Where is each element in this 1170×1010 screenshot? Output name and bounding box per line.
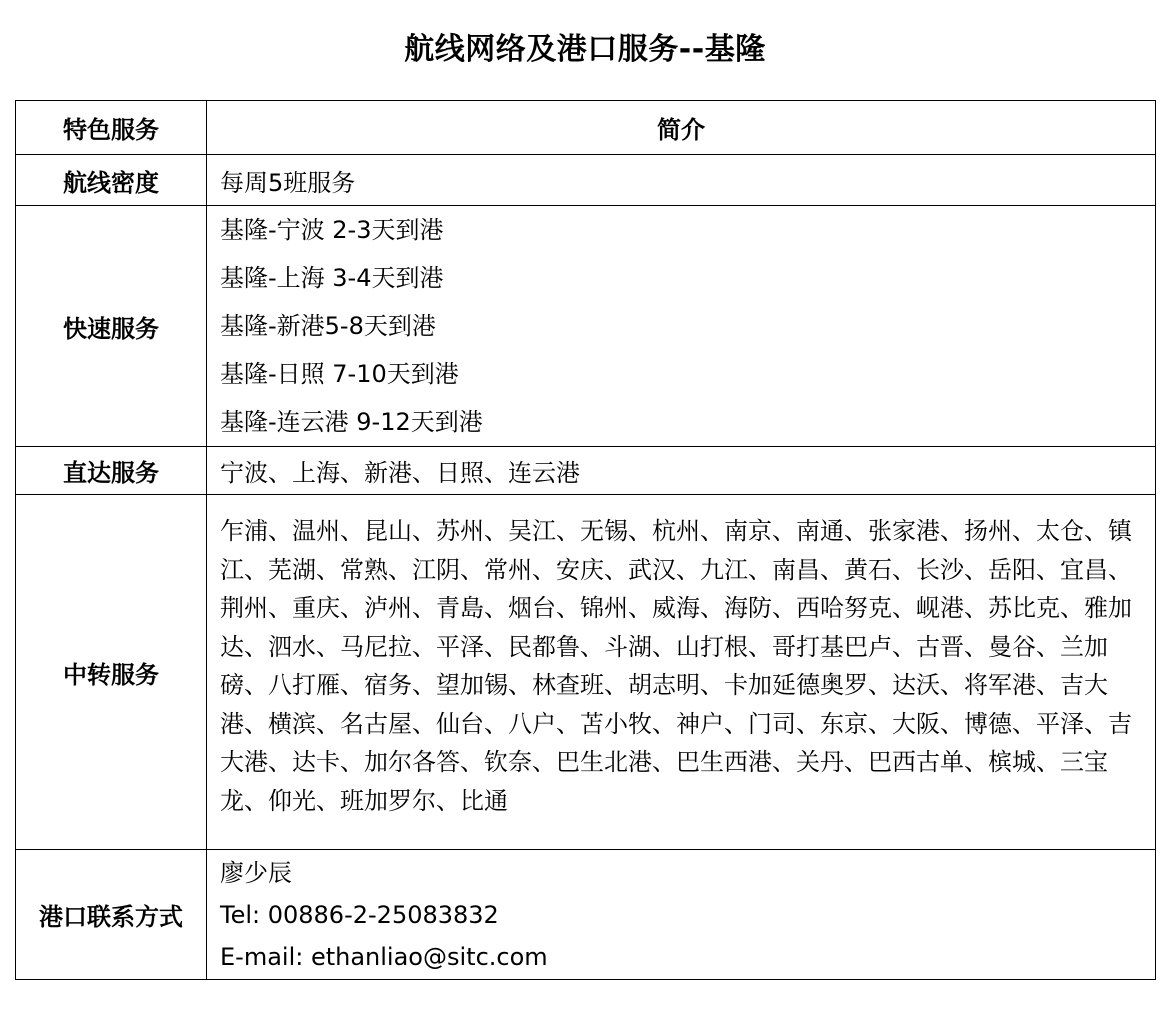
- label-transfer-service: 中转服务: [16, 495, 207, 850]
- service-table: [15, 100, 1156, 980]
- value-direct-service: 宁波、上海、新港、日照、连云港: [207, 447, 1156, 495]
- label-port-contact: 港口联系方式: [16, 850, 207, 980]
- label-direct-service: 直达服务: [16, 447, 207, 495]
- page-title: 航线网络及港口服务--基隆: [404, 32, 766, 67]
- express-line: 基隆-日照 7-10天到港: [220, 360, 459, 388]
- table-row: [16, 447, 1156, 495]
- contact-email[interactable]: E-mail: ethanliao@sitc.com: [220, 943, 548, 971]
- table-row: [16, 850, 1156, 980]
- express-line: 基隆-上海 3-4天到港: [220, 264, 444, 292]
- label-express-service: 快速服务: [16, 206, 207, 447]
- value-port-contact: [207, 850, 1156, 980]
- express-line: 基隆-宁波 2-3天到港: [220, 216, 444, 244]
- table-header-row: [16, 101, 1156, 155]
- header-introduction: 简介: [207, 101, 1156, 155]
- table-row: [16, 206, 1156, 447]
- header-feature-service: 特色服务: [16, 101, 207, 155]
- table-row: [16, 155, 1156, 206]
- table-row: [16, 495, 1156, 850]
- express-line: 基隆-连云港 9-12天到港: [220, 408, 483, 436]
- value-express-service: [207, 206, 1156, 447]
- value-transfer-service: 乍浦、温州、昆山、苏州、吴江、无锡、杭州、南京、南通、张家港、扬州、太仓、镇江、芜湖、常熟、江阴、常州、安庆、武汉、九江、南昌、黄石、长沙、岳阳、宜昌、荆州、重庆、泸州、青島、烟台、锦州、威海、海防、西哈努克、岘港、苏比克、雅加达、泗水、马尼拉、平泽、民都鲁、斗湖、山打根、哥打基巴卢、古晋、曼谷、兰加磅、八打雁、宿务、望加锡、林查班、胡志明、卡加延德奥罗、达沃、将军港、吉大港、横滨、名古屋、仙台、八户、苫小牧、神户、门司、东京、大阪、博德、平泽、吉大港、达卡、加尔各答、钦奈、巴生北港、巴生西港、关丹、巴西古单、槟城、三宝龙、仰光、班加罗尔、比通: [207, 495, 1156, 850]
- contact-name: 廖少辰: [220, 859, 292, 887]
- contact-tel: Tel: 00886-2-25083832: [220, 901, 499, 929]
- label-route-density: 航线密度: [16, 155, 207, 206]
- value-route-density: 每周5班服务: [207, 155, 1156, 206]
- express-line: 基隆-新港5-8天到港: [220, 312, 436, 340]
